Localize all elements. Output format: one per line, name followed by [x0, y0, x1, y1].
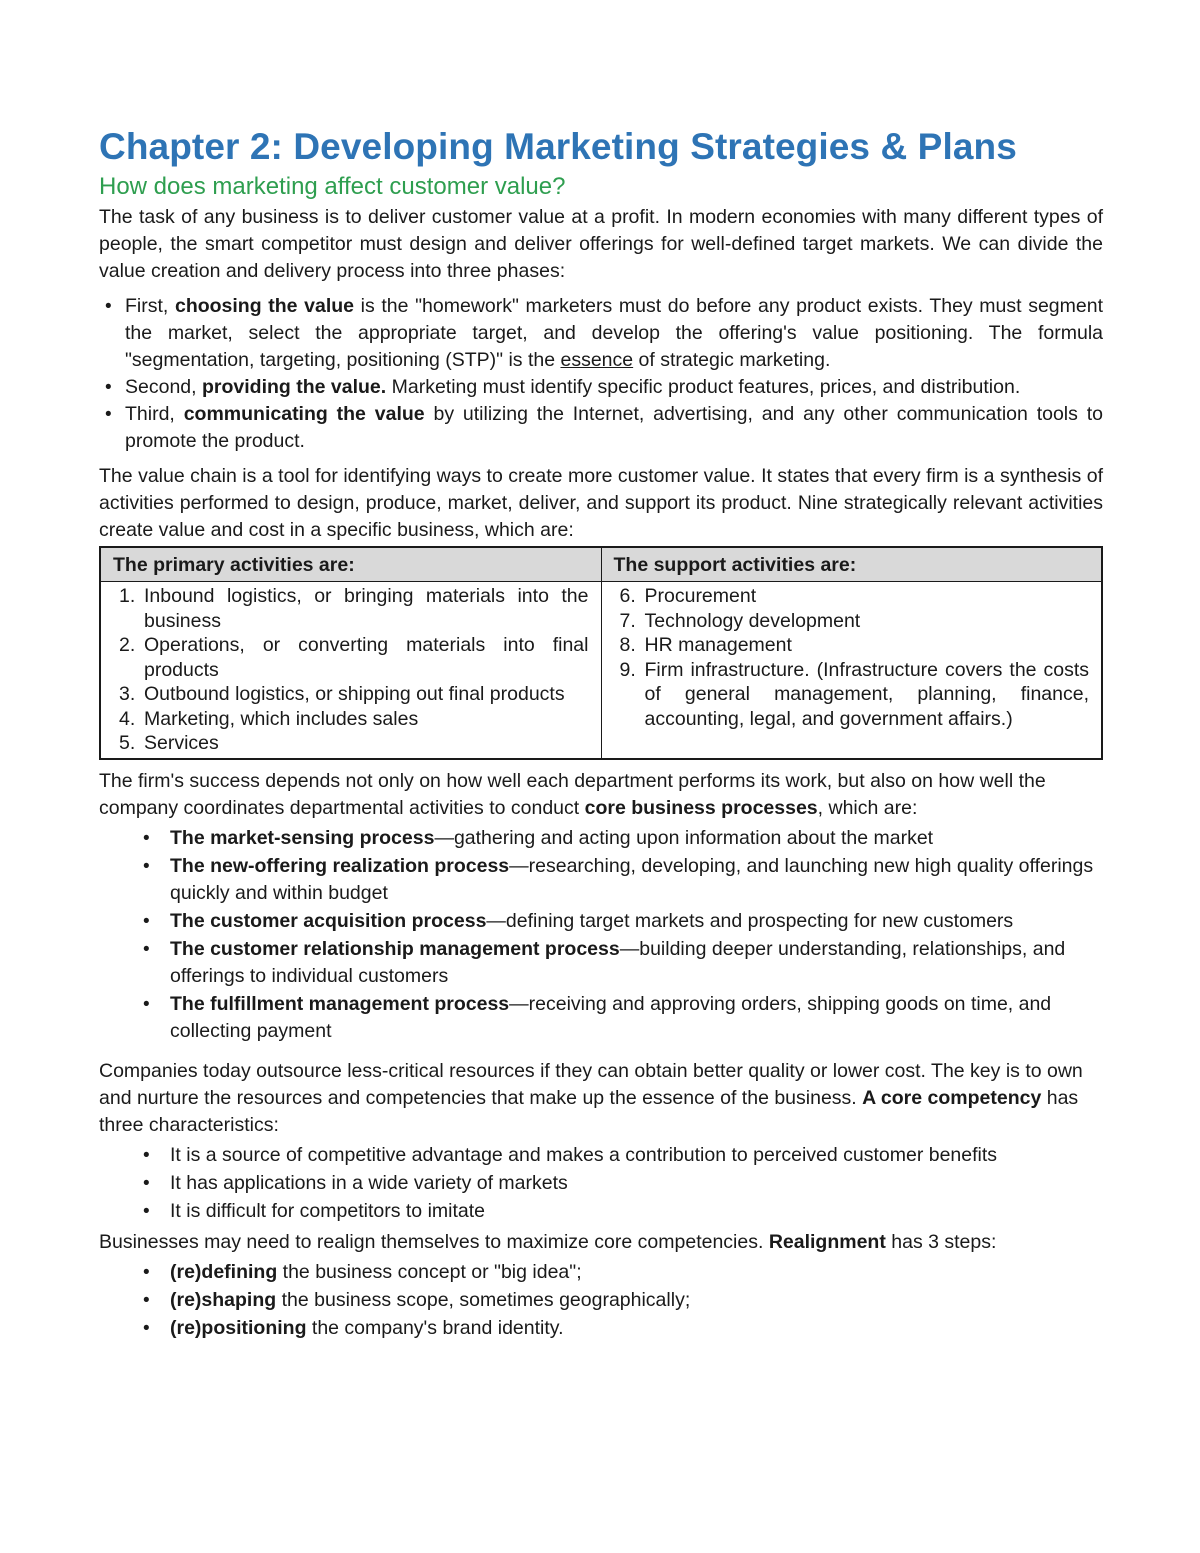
list-item: • The new-offering realization process—researching, developing, and launching new high quality offerings quickly and within budget — [99, 853, 1103, 907]
list-item: 8. HR management — [619, 634, 792, 656]
phase-item-first: • First, choosing the value is the "homework" marketers must do before any product exists. They must segment the market, select the appropriate target, and develop the offering's value positioning. The formula "segmentation, targeting, positioning (STP)" is the essence of strategic marketing. — [99, 293, 1103, 374]
primary-activities-cell — [100, 582, 601, 759]
list-item: • The market-sensing process—gathering and acting upon information about the market — [99, 825, 1103, 852]
list-item: 6. Procurement — [619, 585, 757, 607]
outsource-paragraph: Companies today outsource less-critical resources if they can obtain better quality or lower cost. The key is to own and nurture the resources and competencies that make up the essence of the business. A core competency has three characteristics: — [99, 1059, 1083, 1136]
list-item: • The fulfillment management process—receiving and approving orders, shipping goods on time, and collecting payment — [99, 991, 1103, 1045]
core-processes-list — [99, 825, 1103, 1045]
support-activities-cell — [601, 582, 1102, 759]
table-header-row — [100, 547, 1102, 582]
table-row — [100, 582, 1102, 759]
list-item: 3. Outbound logistics, or shipping out final products — [119, 683, 565, 705]
list-item: 4. Marketing, which includes sales — [119, 707, 419, 730]
value-chain-paragraph: The value chain is a tool for identifying ways to create more customer value. It states that every firm is a synthesis of activities performed to design, produce, market, deliver, and support its product. Nine strategically relevant activities create value and cost in a specific business, which are: — [99, 465, 1103, 541]
realign-paragraph: Businesses may need to realign themselves to maximize core competencies. Realignment has 3 steps: — [99, 1230, 997, 1253]
list-item: • It has applications in a wide variety of markets — [99, 1170, 1103, 1197]
list-item: 9. Firm infrastructure. (Infrastructure covers the costs of general management, planning, finance, accounting, legal, and government affairs.) — [619, 658, 1089, 730]
core-competency-list — [99, 1142, 1103, 1225]
list-item: • It is difficult for competitors to imitate — [99, 1198, 1103, 1225]
chapter-title: Chapter 2: Developing Marketing Strategies & Plans — [99, 126, 1017, 167]
section-heading: How does marketing affect customer value? — [99, 173, 566, 200]
list-item: • The customer acquisition process—defining target markets and prospecting for new customers — [99, 908, 1103, 935]
primary-activities-list — [113, 584, 589, 756]
list-item: 7. Technology development — [619, 609, 861, 632]
realignment-steps-list — [99, 1259, 1103, 1342]
list-item: • (re)positioning the company's brand identity. — [99, 1315, 1103, 1342]
list-item: • (re)defining the business concept or "big idea"; — [99, 1259, 1103, 1286]
list-item: • It is a source of competitive advantage and makes a contribution to perceived customer benefits — [99, 1142, 1103, 1169]
intro-paragraph: The task of any business is to deliver customer value at a profit. In modern economies with many different types of people, the smart competitor must design and deliver offerings for well-defined target markets. We can divide the value creation and delivery process into three phases: — [99, 206, 1103, 282]
list-item: 1. Inbound logistics, or bringing materials into the business — [119, 585, 589, 632]
support-activities-header: The support activities are: — [601, 547, 1102, 582]
primary-activities-header: The primary activities are: — [100, 547, 601, 582]
list-item: • The customer relationship management process—building deeper understanding, relationships, and offerings to individual customers — [99, 936, 1103, 990]
phase-item-third: • Third, communicating the value by utilizing the Internet, advertising, and any other communication tools to promote the product. — [99, 401, 1103, 455]
value-chain-table — [99, 546, 1103, 760]
phase-item-second: • Second, providing the value. Marketing must identify specific product features, prices, and distribution. — [99, 374, 1103, 401]
support-activities-list — [614, 584, 1090, 731]
list-item: • (re)shaping the business scope, sometimes geographically; — [99, 1287, 1103, 1314]
document-content — [99, 124, 1103, 1343]
phases-list — [99, 293, 1103, 455]
success-paragraph: The firm's success depends not only on how well each department performs its work, but also on how well the company coordinates departmental activities to conduct core business processes, which are: — [99, 769, 1046, 819]
list-item: 5. Services — [119, 732, 219, 754]
list-item: 2. Operations, or converting materials into final products — [119, 634, 589, 681]
spacer — [99, 1046, 1103, 1058]
